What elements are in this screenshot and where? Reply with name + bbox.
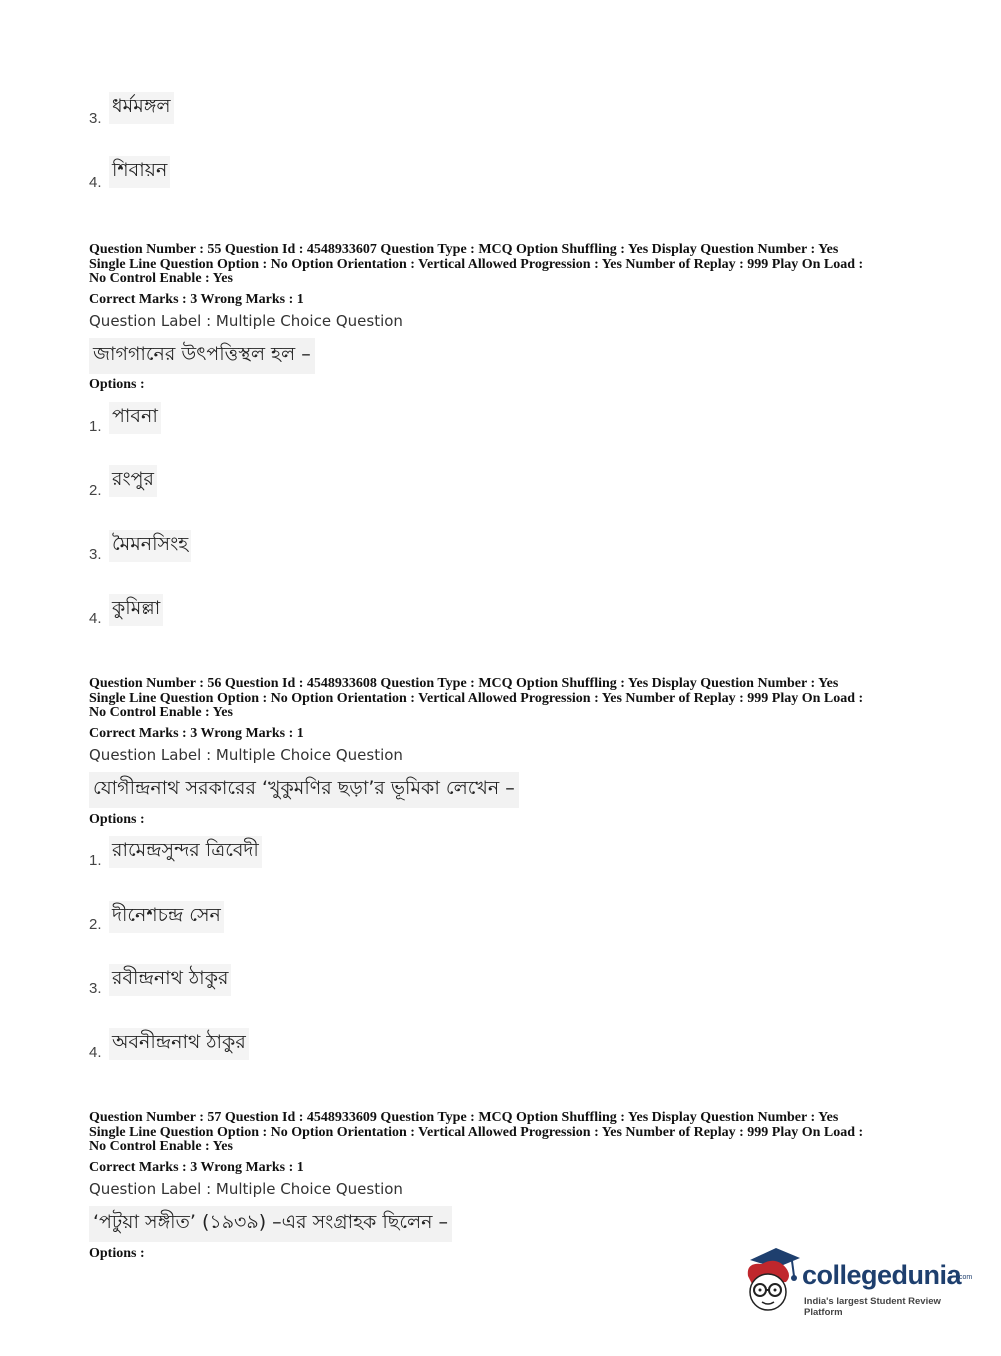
option-text: রবীন্দ্রনাথ ঠাকুর [109,964,231,996]
question-marks: Correct Marks : 3 Wrong Marks : 1 [89,725,304,741]
question-marks: Correct Marks : 3 Wrong Marks : 1 [89,291,304,307]
option-number: 2. [89,482,102,499]
logo-wordmark: collegedunia [802,1260,962,1290]
option-text: রংপুর [109,465,157,497]
question-meta-line: Question Number : 56 Question Id : 4548933608 Question Type : MCQ Option Shuffling : Yes Display Question Number : Yes [89,676,839,691]
option-text: অবনীন্দ্রনাথ ঠাকুর [109,1028,249,1060]
option-number: 4. [89,1044,102,1061]
question-label: Question Label : Multiple Choice Question [89,745,403,764]
question-meta-line: Single Line Question Option : No Option Orientation : Vertical Allowed Progression : Yes Number of Replay : 999 Play On Load : [89,256,864,272]
question-meta-line: No Control Enable : Yes [89,705,233,720]
collegedunia-logo [742,1244,972,1322]
option-number: 4. [89,174,102,191]
option-text: দীনেশচন্দ্র সেন [109,901,224,933]
question-meta-line: No Control Enable : Yes [89,271,233,286]
question-block [89,1111,919,1242]
option-number: 4. [89,610,102,627]
option-text: মৈমনসিংহ [109,530,191,562]
question-meta-line: Single Line Question Option : No Option Orientation : Vertical Allowed Progression : Yes Number of Replay : 999 Play On Load : [89,690,864,706]
question-meta-line: Single Line Question Option : No Option Orientation : Vertical Allowed Progression : Yes Number of Replay : 999 Play On Load : [89,1124,864,1140]
options-heading: Options : [89,812,145,827]
question-meta-line: Question Number : 57 Question Id : 4548933609 Question Type : MCQ Option Shuffling : Yes Display Question Number : Yes [89,1110,839,1125]
option-text: শিবায়ন [109,156,170,188]
option-text: কুমিল্লা [109,594,163,626]
question-block [89,243,919,374]
options-heading: Options : [89,1246,145,1261]
logo-tagline: India's largest Student Review Platform [804,1296,941,1318]
question-label: Question Label : Multiple Choice Question [89,311,403,330]
question-meta-line: Question Number : 55 Question Id : 4548933607 Question Type : MCQ Option Shuffling : Yes Display Question Number : Yes [89,242,839,257]
option-text: রামেন্দ্রসুন্দর ত্রিবেদী [109,836,262,868]
question-block [89,677,919,808]
question-marks: Correct Marks : 3 Wrong Marks : 1 [89,1159,304,1175]
question-label: Question Label : Multiple Choice Question [89,1179,403,1198]
mascot-icon [742,1246,802,1316]
option-number: 2. [89,916,102,933]
question-text: জাগগানের উৎপত্তিস্থল হল – [89,338,315,374]
option-number: 3. [89,110,102,127]
question-meta-line: No Control Enable : Yes [89,1139,233,1154]
option-number: 3. [89,546,102,563]
option-number: 1. [89,852,102,869]
option-number: 3. [89,980,102,997]
question-text: যোগীন্দ্রনাথ সরকারের ‘খুকুমণির ছড়া’র ভূমিকা লেখেন – [89,772,519,808]
question-text: ‘পটুয়া সঙ্গীত’ (১৯৩৯) –এর সংগ্রাহক ছিলেন – [89,1206,452,1242]
options-heading: Options : [89,377,145,392]
option-number: 1. [89,418,102,435]
option-text: ধর্মমঙ্গল [109,92,174,124]
option-text: পাবনা [109,402,161,434]
logo-domain: .com [957,1274,973,1281]
